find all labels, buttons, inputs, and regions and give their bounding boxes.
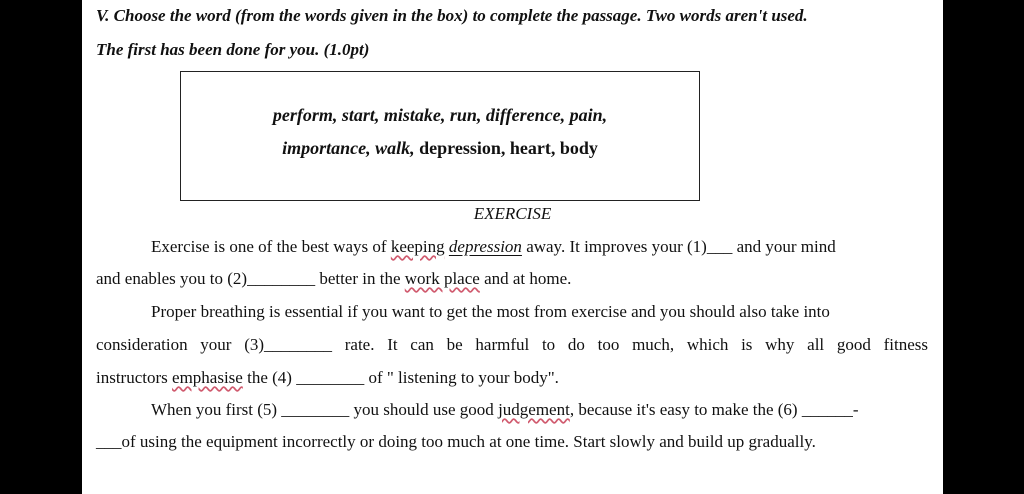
word-box-row-1: perform, start, mistake, run, difference, pain, — [272, 105, 608, 125]
spell-flag-keeping: keeping — [390, 237, 445, 256]
spell-flag-work-place: work place — [404, 269, 480, 288]
spell-flag-emphasise: emphasise — [172, 368, 243, 387]
text-segment: away. It improves your (1)___ and your mind — [521, 237, 836, 256]
word-box — [180, 71, 700, 201]
passage-line-7: ___of using the equipment incorrectly or doing too much at one time. Start slowly and build up gradually. — [96, 432, 816, 451]
passage-title: EXERCISE — [473, 204, 552, 223]
passage-line-6 — [151, 400, 859, 420]
passage-line-2 — [96, 269, 571, 289]
word-box-row-2-italic: importance, walk, — [282, 138, 415, 158]
text-segment: and at home. — [479, 269, 572, 288]
worksheet-page — [82, 0, 943, 494]
text-segment: , because it's easy to make the (6) ______- — [569, 400, 859, 419]
passage-line-4: consideration your (3)________ rate. It can be harmful to do too much, which is why all good fitness — [96, 335, 928, 354]
word-box-row-2-plain: depression, heart, body — [414, 138, 598, 158]
passage-line-3: Proper breathing is essential if you want to get the most from exercise and you should also take into — [151, 302, 830, 321]
instruction-line-2: The first has been done for you. (1.0pt) — [96, 40, 370, 59]
text-segment: and enables you to (2)________ better in the — [96, 269, 405, 288]
text-segment: Exercise is one of the best ways of — [151, 237, 391, 256]
spell-flag-judgement: judgement — [498, 400, 570, 419]
passage-line-1 — [151, 237, 836, 257]
example-answer: depression — [448, 237, 522, 256]
word-box-row-2 — [181, 138, 699, 159]
instruction-line-1: V. Choose the word (from the words given in the box) to complete the passage. Two words aren't used. — [96, 6, 808, 25]
text-segment: instructors — [96, 368, 173, 387]
text-segment: the (4) ________ of " listening to your body". — [242, 368, 559, 387]
text-segment: When you first (5) ________ you should use good — [151, 400, 499, 419]
passage-line-5 — [96, 368, 559, 388]
